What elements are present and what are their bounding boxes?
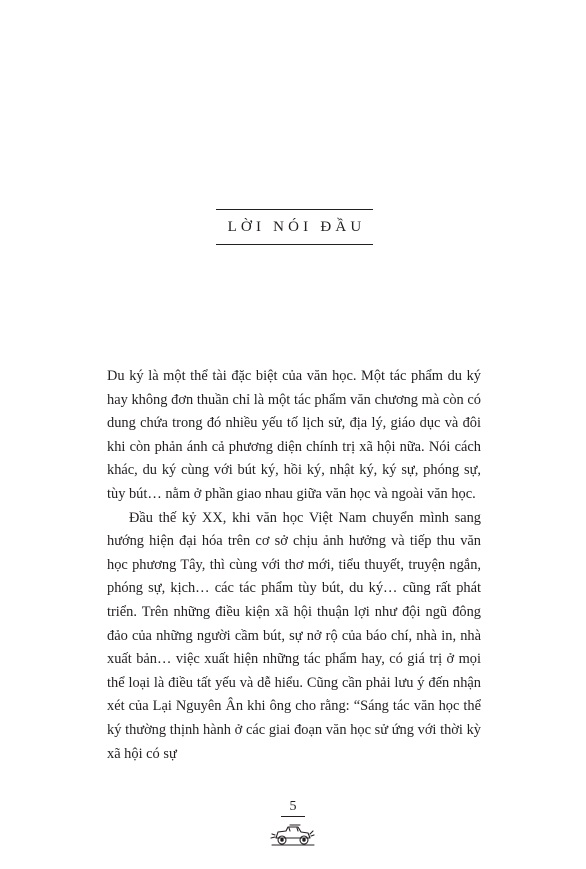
- body-text: [107, 365, 481, 766]
- page-heading: LỜI NÓI ĐẦU: [227, 218, 366, 235]
- vintage-car-ornament-icon: [270, 822, 316, 848]
- page-number-rule: [281, 816, 305, 817]
- page-number: 5: [289, 799, 297, 814]
- heading-frame: [216, 209, 373, 245]
- paragraph-2: Đầu thế kỷ XX, khi văn học Việt Nam chuyển mình sang hướng hiện đại hóa trên cơ sở chịu ảnh hưởng và tiếp thu văn học phương Tây, thì cùng với thơ mới, tiểu thuyết, truyện ngắn, phóng sự, kịch… các tác phẩm tùy bút, du ký… cũng rất phát triển. Trên những điều kiện xã hội thuận lợi như đội ngũ đông đảo của những người cầm bút, sự nở rộ của báo chí, nhà in, nhà xuất bản… việc xuất hiện những tác phẩm hay, có giá trị ở mọi thể loại là điều tất yếu và dễ hiểu. Cũng cần phải lưu ý đến nhận xét của Lại Nguyên Ân khi ông cho rằng: “Sáng tác văn học thể ký thường thịnh hành ở các giai đoạn văn học sử ứng với thời kỳ xã hội có sự: [107, 509, 481, 762]
- paragraph-1: Du ký là một thể tài đặc biệt của văn học. Một tác phẩm du ký hay không đơn thuần chỉ là một tác phẩm văn chương mà còn có dung chứa trong đó nhiều yếu tố lịch sử, địa lý, giáo dục và đôi khi còn phản ánh cả phương diện chính trị xã hội nữa. Nói cách khác, du ký cùng với bút ký, hồi ký, nhật ký, ký sự, phóng sự, tùy bút… nằm ở phần giao nhau giữa văn học và ngoài văn học.: [107, 368, 481, 502]
